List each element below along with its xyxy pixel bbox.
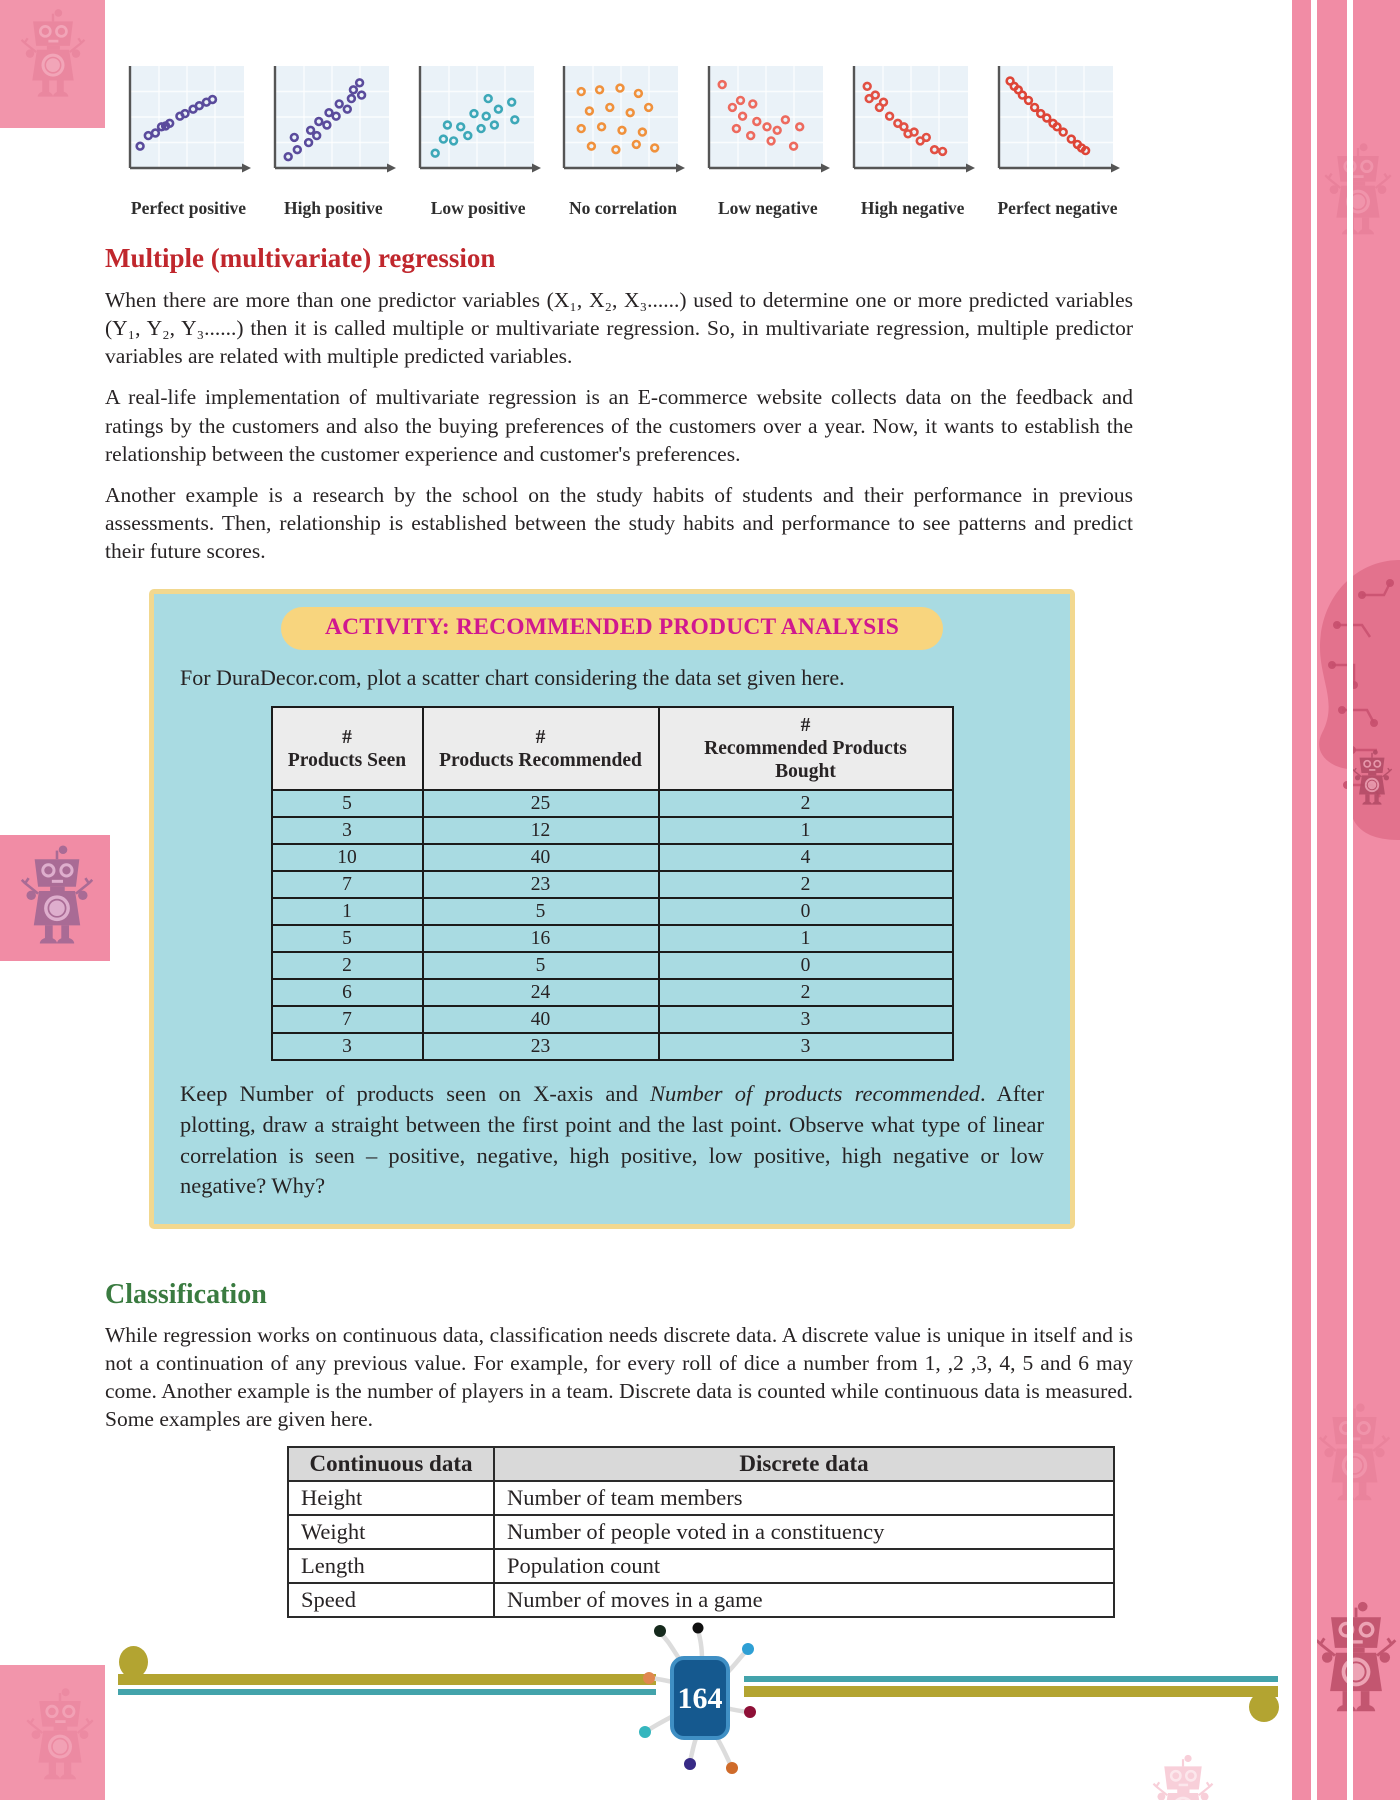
activity-table-row: [272, 925, 953, 952]
robot-icon: [14, 842, 100, 954]
pink-corner-block: [0, 0, 105, 128]
activity-table-cell: 3: [659, 1033, 953, 1060]
activity-table-header-row: [272, 707, 953, 790]
activity-table-cell: 1: [659, 817, 953, 844]
page-number-chip: [620, 1620, 780, 1790]
activity-title-banner: ACTIVITY: RECOMMENDED PRODUCT ANALYSIS: [281, 607, 943, 650]
scatter-plot-canvas: [557, 64, 688, 186]
activity-table-cell: 12: [423, 817, 659, 844]
scatter-plot: [702, 64, 833, 219]
activity-table-cell: 1: [272, 898, 423, 925]
activity-table-cell: 16: [423, 925, 659, 952]
chip-pin-dot: [744, 1706, 756, 1718]
scatter-plot-label: High positive: [283, 198, 383, 218]
robot-icon: [20, 1685, 100, 1785]
scatter-plot-canvas: [847, 64, 978, 186]
scatter-plot: [557, 64, 688, 219]
classification-table-cell: Population count: [494, 1549, 1114, 1583]
activity-table-row: [272, 952, 953, 979]
robot-icon: [1318, 140, 1398, 330]
footer-rule-olive: [118, 1674, 656, 1685]
activity-outro-text: Keep Number of products seen on X-axis and: [180, 1081, 651, 1107]
footer-rule-teal: [744, 1676, 1278, 1682]
classification-table-row: [288, 1549, 1114, 1583]
robot-icon: [1147, 1752, 1219, 1800]
activity-table-row: [272, 817, 953, 844]
classification-table-cell: Number of team members: [494, 1481, 1114, 1515]
robot-icon: [20, 1685, 100, 1785]
pink-side-block: [0, 835, 110, 961]
scatter-plot: [268, 64, 399, 219]
activity-table-cell: 25: [423, 790, 659, 817]
scatter-plot: [123, 64, 254, 219]
right-sidebar: [1292, 0, 1400, 1800]
activity-table-cell: 0: [659, 952, 953, 979]
activity-table-header: # Products Recommended: [423, 707, 659, 790]
robot-icon: [1348, 748, 1396, 808]
activity-table-cell: 40: [423, 1006, 659, 1033]
scatter-plot-canvas: [268, 64, 399, 186]
classification-table: [287, 1446, 1115, 1618]
activity-table-cell: 23: [423, 871, 659, 898]
chip-pin-dot: [742, 1643, 754, 1655]
activity-table-cell: 3: [272, 817, 423, 844]
activity-table-row: [272, 871, 953, 898]
scatter-plot-canvas: [702, 64, 833, 186]
activity-table-cell: 4: [659, 844, 953, 871]
classification-table-cell: Height: [288, 1481, 494, 1515]
chip-pin-dot: [643, 1672, 655, 1684]
activity-table-cell: 3: [272, 1033, 423, 1060]
activity-table-cell: 2: [659, 979, 953, 1006]
activity-outro-text: . After plotting, draw a straight between the first point and the last point. Observe what type of linear correlation is seen – positive, negative, high positive, low positive, high negative or low negative? Why?: [180, 1081, 1044, 1199]
classification-table-cell: Speed: [288, 1583, 494, 1617]
pink-corner-block: [0, 1665, 105, 1800]
activity-table-cell: 10: [272, 844, 423, 871]
regression-paragraph-2: A real-life implementation of multivariate regression is an E-commerce website collects data on the feedback and ratings by the customers and also the buying preferences of the customers over a year. Now, it wants to establish the relationship between the customer experience and customer's preferences.: [105, 385, 1133, 466]
section-heading-classification: Classification: [105, 1278, 267, 1310]
classification-table-row: [288, 1583, 1114, 1617]
scatter-plot-canvas: [992, 64, 1123, 186]
activity-table-cell: 40: [423, 844, 659, 871]
activity-table-cell: 6: [272, 979, 423, 1006]
classification-paragraph: While regression works on continuous data, classification needs discrete data. A discrete value is unique in itself and is not a continuation of any previous value. For example, for every roll of dice a number from 1, ,2 ,3, 4, 5 and 6 may come. Another example is the number of players in a team. Discrete data is counted while continuous data is measured. Some examples are given here.: [105, 1322, 1133, 1432]
page-content: [105, 52, 1133, 1618]
robot-icon: [1147, 1752, 1219, 1800]
activity-table-header: # Recommended Products Bought: [659, 707, 953, 790]
chip-pin-dot: [639, 1726, 651, 1738]
activity-table-row: [272, 844, 953, 871]
robot-icon: [1348, 748, 1396, 808]
activity-table-cell: 23: [423, 1033, 659, 1060]
activity-table-row: [272, 898, 953, 925]
classification-table-row: [288, 1481, 1114, 1515]
activity-outro: [180, 1079, 1044, 1201]
classification-table-header: Discrete data: [494, 1447, 1114, 1481]
robot-icon: [14, 842, 100, 954]
classification-table-row: [288, 1515, 1114, 1549]
activity-table-header: # Products Seen: [272, 707, 423, 790]
regression-paragraph-3: Another example is a research by the school on the study habits of students and their performance in previous assessments. Then, relationship is established between the study habits and performance to see patterns and predict their future scores.: [105, 482, 1133, 564]
robot-icon: [1312, 1400, 1397, 1510]
robot-icon: [1318, 140, 1398, 330]
robot-icon: [14, 6, 92, 102]
classification-table-header-row: [288, 1447, 1114, 1481]
scatter-plot: [847, 64, 978, 219]
activity-intro: For DuraDecor.com, plot a scatter chart considering the data set given here.: [180, 665, 845, 691]
footer-rule-olive: [744, 1686, 1278, 1697]
chip-pin-dot: [693, 1623, 704, 1634]
classification-table-cell: Number of moves in a game: [494, 1583, 1114, 1617]
scatter-plot-label: Low positive: [430, 198, 526, 218]
activity-outro-italic: Number of products recommended: [650, 1081, 980, 1107]
section-heading-regression: Multiple (multivariate) regression: [105, 243, 496, 273]
footer-ornament-ball: [1249, 1692, 1279, 1722]
activity-table-cell: 5: [423, 952, 659, 979]
sidebar-white-stripe: [1347, 0, 1353, 1800]
activity-table-cell: 7: [272, 1006, 423, 1033]
regression-paragraph-1: When there are more than one predictor variables (X₁, X₂, X₃......) used to determine one or more predicted variables (Y₁, Y₂, Y₃......) then it is called multiple or multivariate regression. So, in multivariate regression, multiple predictor variables are related with multiple predicted variables.: [105, 288, 1133, 369]
scatter-plot-label: High negative: [860, 198, 965, 218]
scatter-plot-canvas: [413, 64, 544, 186]
sidebar-white-stripe: [1311, 0, 1317, 1800]
classification-table-cell: Number of people voted in a constituency: [494, 1515, 1114, 1549]
activity-table-cell: 1: [659, 925, 953, 952]
scatter-plot: [992, 64, 1123, 219]
scatter-plot-label: No correlation: [568, 198, 678, 218]
scatter-plot-label: Perfect negative: [997, 198, 1118, 218]
activity-box: [149, 589, 1075, 1228]
robot-icon: [1308, 1598, 1400, 1800]
activity-table-row: [272, 979, 953, 1006]
correlation-figure: [105, 52, 1133, 219]
activity-table-cell: 2: [272, 952, 423, 979]
activity-table-row: [272, 1033, 953, 1060]
activity-table: [271, 706, 954, 1061]
robot-icon: [1312, 1400, 1397, 1510]
classification-table-cell: Length: [288, 1549, 494, 1583]
chip-pin-dot: [684, 1758, 696, 1770]
activity-table-cell: 2: [659, 871, 953, 898]
activity-table-cell: 24: [423, 979, 659, 1006]
scatter-plot: [413, 64, 544, 219]
activity-table-cell: 5: [272, 925, 423, 952]
robot-icon: [14, 6, 92, 102]
classification-table-header: Continuous data: [288, 1447, 494, 1481]
scatter-plot-label: Perfect positive: [130, 198, 247, 218]
activity-table-row: [272, 790, 953, 817]
page-number: 164: [677, 1682, 723, 1715]
activity-table-cell: 5: [423, 898, 659, 925]
activity-table-cell: 3: [659, 1006, 953, 1033]
activity-table-cell: 2: [659, 790, 953, 817]
activity-table-cell: 5: [272, 790, 423, 817]
robot-icon: [1308, 1598, 1400, 1800]
activity-table-row: [272, 1006, 953, 1033]
chip-pin-dot: [726, 1762, 738, 1774]
footer-rule-teal: [118, 1689, 656, 1695]
scatter-plot-label: Low negative: [717, 198, 818, 218]
scatter-plot-canvas: [123, 64, 254, 186]
classification-table-cell: Weight: [288, 1515, 494, 1549]
chip-pin-dot: [654, 1625, 666, 1637]
activity-table-cell: 0: [659, 898, 953, 925]
activity-table-cell: 7: [272, 871, 423, 898]
